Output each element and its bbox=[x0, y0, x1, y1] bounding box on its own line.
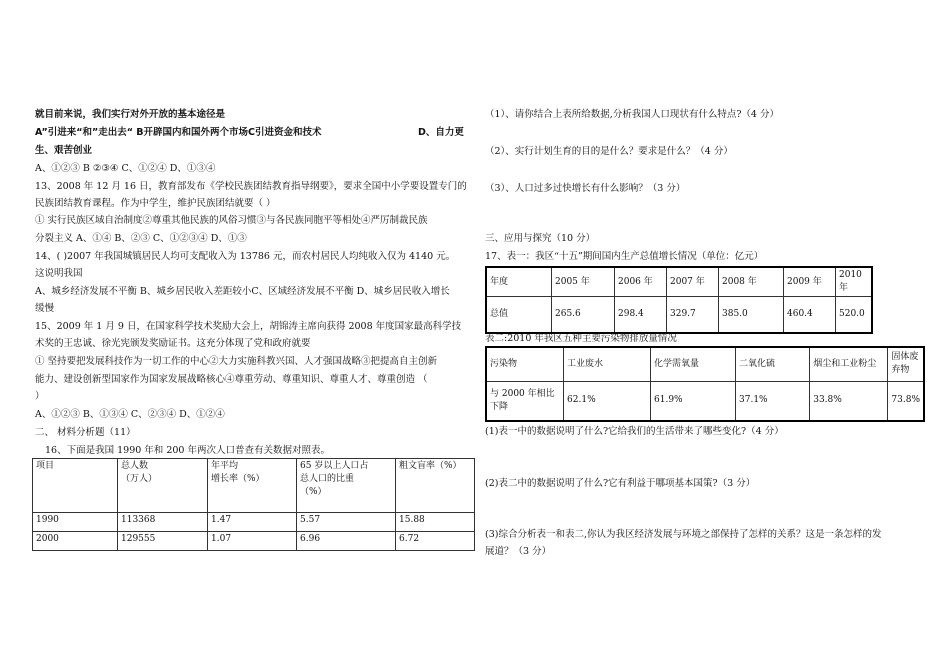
question-17-part-3: (3)综合分析表一和表二,你认为我区经济发展与环境之部保持了怎样的关系？这是一条怎样的发 bbox=[485, 529, 882, 540]
table-cell: 385.0 bbox=[719, 297, 784, 333]
table-cell: 73.8% bbox=[888, 381, 924, 421]
question-14-cont: 这说明我国 bbox=[35, 268, 83, 279]
table-cell: 15.88 bbox=[396, 513, 475, 532]
pollution-header-so2: 二氧化硫 bbox=[736, 347, 810, 381]
pollution-header-dust: 烟尘和工业粉尘 bbox=[810, 347, 888, 381]
question-15-items-cont: 能力、建设创新型国家作为国家发展战略核心④尊重劳动、尊重知识、尊重人才、尊重创造 （ bbox=[35, 374, 428, 385]
section-2-title: 二、 材料分析题（11） bbox=[35, 427, 136, 438]
question-15-paren: ） bbox=[35, 391, 45, 402]
question-15: 15、2009 年 1 月 9 日，在国家科学技术奖励大会上，胡锦涛主席向获得 2008 年度国家最高科学技 bbox=[35, 321, 462, 332]
table-cell: 1.07 bbox=[208, 532, 297, 551]
question-16-part-1: （1）、请你结合上表所给数据,分析我国人口现状有什么特点?（4 分） bbox=[485, 109, 779, 120]
pollution-header-cod: 化学需氧量 bbox=[651, 347, 736, 381]
gdp-header-2005: 2005 年 bbox=[552, 267, 615, 297]
census-header-growth: 年平均 增长率（%） bbox=[208, 459, 297, 513]
table-row bbox=[33, 513, 475, 532]
table-row bbox=[486, 297, 872, 333]
question-13-items: ① 实行民族区域自治制度②尊重其他民族的风俗习惯③与各民族同胞平等相处④严厉制裁民族 bbox=[35, 215, 428, 226]
gdp-header-year: 年度 bbox=[486, 267, 552, 297]
table-cell: 总值 bbox=[486, 297, 552, 333]
table-cell: 5.57 bbox=[297, 513, 396, 532]
census-header-item: 项目 bbox=[33, 459, 118, 513]
gdp-header-2006: 2006 年 bbox=[615, 267, 667, 297]
table-cell: 62.1% bbox=[564, 381, 651, 421]
question-17-part-3-cont: 展道？（3 分） bbox=[485, 546, 552, 557]
table-cell: 329.7 bbox=[667, 297, 719, 333]
table-cell: 6.96 bbox=[297, 532, 396, 551]
table-cell: 520.0 bbox=[836, 297, 873, 333]
gdp-header-2008: 2008 年 bbox=[719, 267, 784, 297]
pollution-header-pollutant: 污染物 bbox=[486, 347, 564, 381]
question-13-cont: 民族团结教育课程。作为中学生，维护民族团结就要（ ） bbox=[35, 198, 276, 209]
question-14-choices: A、城乡经济发展不平衡 B、城乡居民收入差距较小C、区域经济发展不平衡 D、城乡居民收入增长 bbox=[35, 286, 450, 297]
question-14-choices-cont: 缓慢 bbox=[35, 303, 55, 314]
pollution-header-solid-waste: 固体废弃物 bbox=[888, 347, 924, 381]
gdp-header-2007: 2007 年 bbox=[667, 267, 719, 297]
question-13-choices: 分裂主义 A、①④ B、②③ C、①②③④ D、①③ bbox=[35, 233, 247, 244]
census-header-population: 总人数 （万人） bbox=[118, 459, 208, 513]
gdp-header-2010: 2010 年 bbox=[836, 267, 873, 297]
question-stem: 就目前来说，我们实行对外开放的基本途径是 bbox=[35, 109, 226, 120]
census-header-illiteracy: 粗文盲率（%） bbox=[396, 459, 475, 513]
question-15-cont: 术奖的王忠诚、徐光宪颁发奖励证书。这充分体现了党和政府就要 bbox=[35, 338, 311, 349]
question-16-part-3: （3）、人口过多过快增长有什么影响？（3 分） bbox=[485, 183, 686, 194]
question-option-d: D、自力更 bbox=[418, 127, 464, 138]
table-cell: 298.4 bbox=[615, 297, 667, 333]
pollution-header-wastewater: 工业废水 bbox=[564, 347, 651, 381]
table-row bbox=[33, 532, 475, 551]
table-cell: 37.1% bbox=[736, 381, 810, 421]
table-row bbox=[486, 381, 924, 421]
table-cell: 265.6 bbox=[552, 297, 615, 333]
question-17-part-1: (1)表一中的数据说明了什么?它给我们的生活带来了哪些变化?（4 分） bbox=[485, 426, 784, 437]
question-14: 14、( )2007 年我国城镇居民人均可支配收入为 13786 元，而农村居民人均纯收入仅为 4140 元。 bbox=[35, 251, 456, 262]
question-15-choices: A、①②③ B、①③④ C、②③④ D、①②④ bbox=[35, 409, 225, 420]
question-13: 13、2008 年 12 月 16 日，教育部发布《学校民族团结教育指导纲要》，要求全国中小学要设置专门的 bbox=[35, 181, 467, 192]
gdp-table bbox=[485, 266, 873, 334]
census-header-over65: 65 岁以上人口占 总人口的比重 （%） bbox=[297, 459, 396, 513]
table-cell: 与 2000 年相比下降 bbox=[486, 381, 564, 421]
question-option-d-cont: 生、艰苦创业 bbox=[35, 145, 93, 156]
table-cell: 113368 bbox=[118, 513, 208, 532]
answer-choices: A、①②③ B ②③④ C、①②④ D、①③④ bbox=[35, 163, 216, 174]
question-17-part-2: (2)表二中的数据说明了什么?它有利益于哪项基本国策?（3 分） bbox=[485, 478, 756, 489]
table-cell: 61.9% bbox=[651, 381, 736, 421]
gdp-header-2009: 2009 年 bbox=[784, 267, 836, 297]
table-cell: 2000 bbox=[33, 532, 118, 551]
table-cell: 6.72 bbox=[396, 532, 475, 551]
table-cell: 1990 bbox=[33, 513, 118, 532]
table-cell: 1.47 bbox=[208, 513, 297, 532]
pollution-table bbox=[485, 346, 925, 422]
table-cell: 129555 bbox=[118, 532, 208, 551]
question-16: 16、下面是我国 1990 年和 200 年两次人口普查有关数据对照表。 bbox=[45, 445, 330, 456]
question-16-part-2: （2）、实行计划生育的目的是什么？要求是什么？（4 分） bbox=[485, 146, 733, 157]
table2-title: 表二:2010 年我区五种主要污染物排放量情况 bbox=[485, 333, 677, 344]
question-17: 17、表一：我区“十五”期间国内生产总值增长情况（单位：亿元） bbox=[485, 251, 764, 262]
table-cell: 460.4 bbox=[784, 297, 836, 333]
census-table bbox=[32, 458, 475, 551]
question-options-line: A”引进来“和”走出去“ B开辟国内和国外两个市场C引进资金和技术 bbox=[35, 127, 322, 138]
table-cell: 33.8% bbox=[810, 381, 888, 421]
question-15-items: ① 坚持要把发展科技作为一切工作的中心②大力实施科教兴国、人才强国战略③把提高自主创新 bbox=[35, 356, 438, 367]
section-3-title: 三、应用与探究（10 分） bbox=[485, 233, 596, 244]
